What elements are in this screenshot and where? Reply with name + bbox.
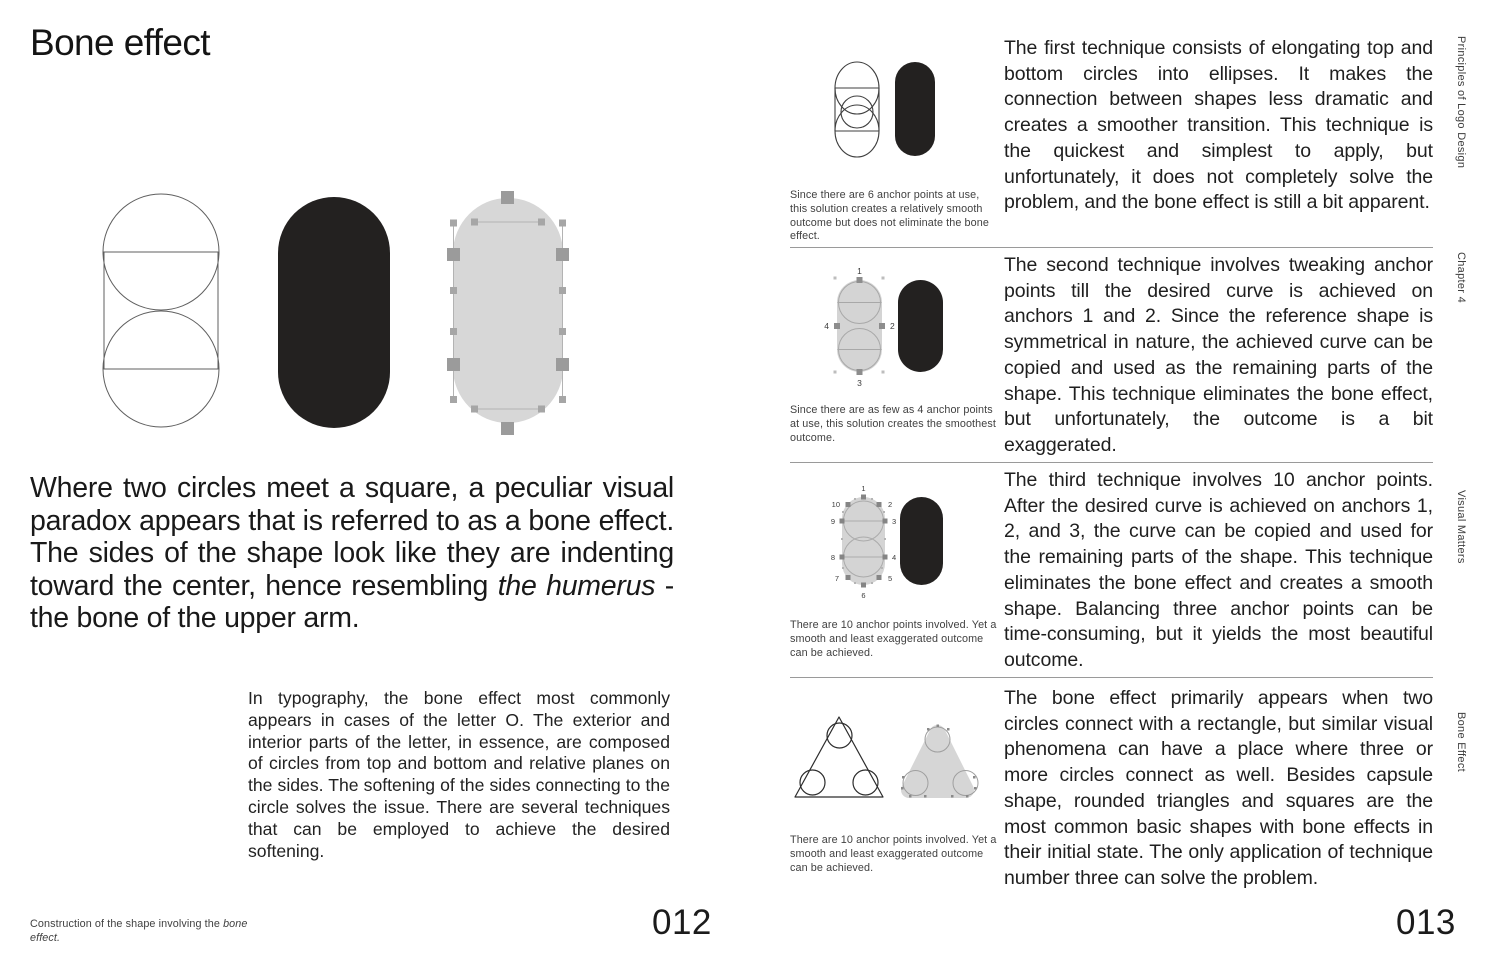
gray-capsule-shape bbox=[837, 280, 882, 372]
intro-text-end: - the bone of the upper arm. bbox=[30, 569, 675, 635]
anchor-number: 6 bbox=[861, 591, 866, 600]
capsule-construction-diagram bbox=[88, 188, 588, 443]
selected-capsule-shape bbox=[447, 191, 569, 435]
technique3-text: The third technique involves 10 anchor points. After the desired curve is achieved on anchors 1, 2, and 3, the curve can be copied and used for the remaining parts of the shape. This technique eliminates the bone effect and creates a smooth shape. Balancing three anchor points can be time-consuming, but it yields the most beautiful outcome. bbox=[1004, 469, 1433, 671]
anchor-number: 2 bbox=[890, 321, 895, 331]
technique3-caption: There are 10 anchor points involved. Yet a smooth and least exaggerated outcome can be achieved. bbox=[790, 619, 997, 659]
intro-italic-text: the humerus bbox=[497, 569, 656, 602]
technique2-text: The second technique involves tweaking anchor points till the desired curve is achieved on anchors 1 and 2. Since the reference shape is symmetrical in nature, the achieved curve can be copied and used as the remaining parts of the shape. This technique eliminates the bone effect, but unfortunately, the outcome is a bit exaggerated. bbox=[1004, 254, 1433, 456]
sidebar-chapter: Chapter 4 bbox=[1455, 252, 1467, 304]
triangle-bone-diagram bbox=[790, 700, 990, 815]
anchor-number: 2 bbox=[888, 500, 893, 509]
anchor-number: 4 bbox=[824, 321, 829, 331]
sidebar-book-title: Principles of Logo Design bbox=[1455, 36, 1467, 169]
black-capsule-shape bbox=[278, 197, 390, 428]
black-capsule-shape bbox=[898, 280, 943, 372]
triangle-text: The bone effect primarily appears when two circles connect with a rectangle, but similar visual phenomena can have a place where three or more circles connect as well. Besides capsule shape, rounded triangles and squares are the most common basic shapes with bone effects in their initial state. The only application of technique number three can solve the problem. bbox=[1004, 687, 1433, 889]
anchor-number: 1 bbox=[861, 484, 866, 493]
triangle-construction-outline bbox=[795, 717, 883, 797]
anchor-number: 5 bbox=[888, 574, 893, 583]
ellipse-construction-outline bbox=[835, 62, 879, 157]
construction-outline-shape bbox=[103, 194, 219, 427]
intro-paragraph bbox=[30, 472, 674, 635]
technique1-caption: Since there are 6 anchor points at use, this solution creates a relatively smooth outcome but does not eliminate the bone effect. bbox=[790, 189, 989, 243]
sidebar-section: Visual Matters bbox=[1455, 490, 1467, 564]
technique2-diagram bbox=[818, 265, 950, 389]
row-divider bbox=[790, 462, 1433, 463]
caption-italic-text: bone effect. bbox=[30, 918, 248, 944]
anchor-number: 1 bbox=[857, 266, 862, 276]
anchor-number: 10 bbox=[831, 500, 840, 509]
left-page-number: 012 bbox=[652, 903, 712, 942]
technique3-diagram bbox=[815, 484, 950, 606]
triangle-caption: There are 10 anchor points involved. Yet a smooth and least exaggerated outcome can be achieved. bbox=[790, 834, 997, 874]
technique1-text: The first technique consists of elongating top and bottom circles into ellipses. It makes the connection between shapes less dramatic and creates a smoother transition. This technique is the quickest and simplest to apply, but unfortunately, it does not completely solve the problem, and the bone effect is still a bit apparent. bbox=[1004, 37, 1433, 214]
row-divider bbox=[790, 247, 1433, 248]
anchor-number: 8 bbox=[830, 553, 835, 562]
intro-text: Where two circles meet a square, a peculiar visual paradox appears that is referred to as a bone effect. The sides of the shape look like they are indenting toward the center, hence resembling bbox=[30, 472, 674, 602]
anchor-number: 9 bbox=[830, 517, 835, 526]
anchor-number: 7 bbox=[834, 574, 839, 583]
anchor-number: 3 bbox=[892, 517, 897, 526]
technique1-diagram bbox=[820, 55, 950, 165]
technique2-caption: Since there are as few as 4 anchor points at use, this solution creates the smoothest outcome. bbox=[790, 404, 996, 444]
caption-text: Construction of the shape involving the bbox=[30, 918, 224, 930]
right-page-number: 013 bbox=[1396, 903, 1456, 942]
typography-paragraph: In typography, the bone effect most commonly appears in cases of the letter O. The exterior and interior parts of the letter, in essence, are composed of circles from top and bottom and relative planes on the sides. The softening of the sides connecting to the circle solves the issue. There are several techniques that can be employed to achieve the desired softening. bbox=[248, 688, 670, 861]
page-title: Bone effect bbox=[30, 22, 210, 63]
sidebar-topic: Bone Effect bbox=[1455, 712, 1467, 772]
black-capsule-shape bbox=[900, 497, 943, 585]
row-divider bbox=[790, 677, 1433, 678]
anchor-number: 3 bbox=[857, 378, 862, 388]
gray-rounded-triangle bbox=[901, 725, 978, 798]
anchor-number: 4 bbox=[892, 553, 897, 562]
black-capsule-shape bbox=[895, 62, 935, 156]
left-figure-caption bbox=[30, 918, 275, 946]
